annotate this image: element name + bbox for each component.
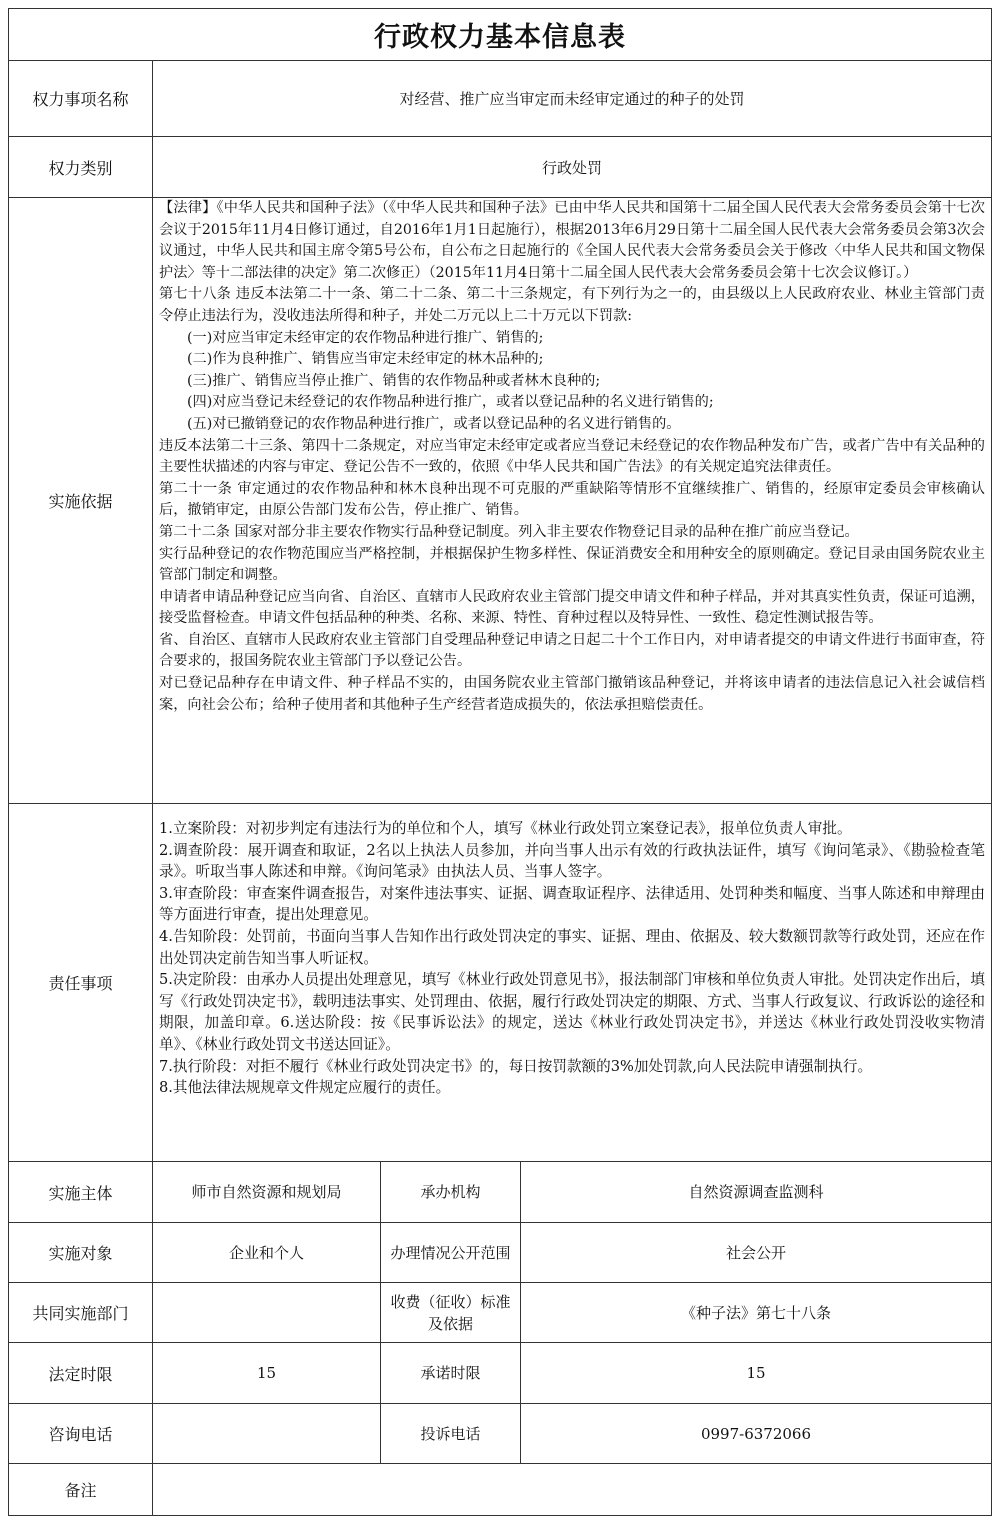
- row-remarks: [9, 1464, 991, 1515]
- fee-basis-label: 收费（征收）标准及依据: [381, 1283, 521, 1342]
- row-phone: [9, 1404, 991, 1464]
- responsibility-item: 3.审查阶段：审查案件调查报告，对案件违法事实、证据、调查取证程序、法律适用、处罚种类和幅度、当事人陈述和申辩理由等方面进行审查，提出处理意见。: [159, 884, 985, 924]
- legal-limit-value: 15: [153, 1343, 381, 1403]
- handling-agency-value: 自然资源调查监测科: [688, 1183, 824, 1201]
- row-basis: [9, 198, 991, 804]
- basis-paragraph: 申请者申请品种登记应当向省、自治区、直辖市人民政府农业主管部门提交申请文件和种子样品，并对其真实性负责，保证可追溯，接受监督检查。申请文件包括品种的种类、名称、来源、特性、育种过程以及特异性、一致性、稳定性测试报告等。: [159, 588, 985, 627]
- fee-basis-value: 《种子法》第七十八条: [680, 1303, 831, 1322]
- basis-item: (二)作为良种推广、销售应当审定未经审定的林木品种的;: [187, 351, 544, 368]
- responsibility-item: 4.告知阶段：处罚前，书面向当事人告知作出行政处罚决定的事实、证据、理由、依据及、较大数额罚款等行政处罚，还应在作出处罚决定前告知当事人听证权。: [159, 927, 985, 967]
- disclosure-scope-label: 办理情况公开范围: [381, 1223, 521, 1282]
- complaint-phone-label: 投诉电话: [381, 1404, 521, 1463]
- implementing-body-value: 师市自然资源和规划局: [153, 1162, 381, 1222]
- joint-dept-value: [153, 1283, 381, 1342]
- basis-paragraph: 违反本法第二十三条、第四十二条规定，对应当审定未经审定或者应当登记未经登记的农作物品种发布广告，或者广告中有关品种的主要性状描述的内容与审定、登记公告不一致的，依照《中华人民共和国广告法》的有关规定追究法律责任。: [159, 437, 985, 476]
- promised-limit-label: 承诺时限: [381, 1343, 521, 1403]
- legal-limit-label: 法定时限: [9, 1343, 153, 1403]
- basis-label: 实施依据: [9, 198, 153, 803]
- target-value: 企业和个人: [153, 1223, 381, 1282]
- responsibility-item: 8.其他法律法规规章文件规定应履行的责任。: [159, 1079, 451, 1097]
- handling-agency-label: 承办机构: [381, 1162, 521, 1222]
- power-name-value: 对经营、推广应当审定而未经审定通过的种子的处罚: [399, 90, 745, 108]
- basis-paragraph: 第七十八条 违反本法第二十一条、第二十二条、第二十三条规定，有下列行为之一的，由县级以上人民政府农业、林业主管部门责令停止违法行为，没收违法所得和种子，并处二万元以上二十万元以下罚款:: [159, 286, 985, 324]
- basis-paragraph: 对已登记品种存在申请文件、种子样品不实的，由国务院农业主管部门撤销该品种登记，并将该申请者的违法信息记入社会诚信档案，向社会公布；给种子使用者和其他种子生产经营者造成损失的，依法承担赔偿责任。: [159, 675, 985, 713]
- basis-paragraph: 第二十二条 国家对部分非主要农作物实行品种登记制度。列入非主要农作物登记目录的品种在推广前应当登记。: [159, 523, 859, 540]
- basis-item: (四)对应当登记未经登记的农作物品种进行推广，或者以登记品种的名义进行销售的;: [187, 394, 714, 411]
- row-responsibility: [9, 804, 991, 1162]
- row-power-name: [9, 61, 991, 137]
- basis-text: [153, 198, 991, 803]
- responsibility-label: 责任事项: [9, 804, 153, 1161]
- power-type-label: 权力类别: [9, 137, 153, 197]
- promised-limit-value: 15: [746, 1364, 766, 1382]
- target-label: 实施对象: [9, 1223, 153, 1282]
- basis-paragraph: 省、自治区、直辖市人民政府农业主管部门自受理品种登记申请之日起二十个工作日内，对申请者提交的申请文件进行书面审查，符合要求的，报国务院农业主管部门予以登记公告。: [159, 631, 985, 670]
- responsibility-item: 5.决定阶段：由承办人员提出处理意见，填写《林业行政处罚意见书》，报法制部门审核和单位负责人审批。处罚决定作出后，填写《行政处罚决定书》，载明违法事实、处罚理由、依据，履行行政处罚决定的期限、方式、当事人行政复议、行政诉讼的途径和期限，加盖印章。6.送达阶段：按《民事诉讼法》的规定，送达《林业行政处罚决定书》，并送达《林业行政处罚没收实物清单》、《林业行政处罚文书送达回证》。: [159, 971, 985, 1053]
- remarks-label: 备注: [9, 1464, 153, 1515]
- basis-item: (一)对应当审定未经审定的农作物品种进行推广、销售的;: [187, 329, 544, 346]
- consult-phone-value: [153, 1404, 381, 1463]
- consult-phone-label: 咨询电话: [9, 1404, 153, 1463]
- page-title: 行政权力基本信息表: [9, 9, 991, 61]
- responsibility-item: 2.调查阶段：展开调查和取证，2名以上执法人员参加，并向当事人出示有效的行政执法证件，填写《询问笔录》、《勘验检查笔录》。听取当事人陈述和申辩。《询问笔录》由执法人员、当事人签字。: [159, 841, 985, 881]
- basis-item: (五)对已撤销登记的农作物品种进行推广，或者以登记品种的名义进行销售的。: [187, 415, 681, 432]
- row-joint-dept: [9, 1283, 991, 1343]
- basis-paragraph: 【法律】《中华人民共和国种子法》（《中华人民共和国种子法》已由中华人民共和国第十二届全国人民代表大会常务委员会第十七次会议于2015年11月4日修订通过，自2016年1月1日起施行），根据2013年6月29日第十二届全国人民代表大会常务委员会第3次会议通过，中华人民共和国主席令第5号公布，自公布之日起施行的《全国人民代表大会常务委员会关于修改〈中华人民共和国文物保护法〉等十二部法律的决定》第二次修正）（2015年11月4日第十二届全国人民代表大会常务委员会第十七次会议修订。）: [159, 200, 985, 281]
- complaint-phone-value: 0997-6372066: [700, 1424, 812, 1443]
- row-target: [9, 1223, 991, 1283]
- power-type-value: 行政处罚: [541, 158, 602, 177]
- remarks-value: [153, 1464, 991, 1515]
- power-name-label: 权力事项名称: [9, 61, 153, 136]
- responsibility-item: 1.立案阶段：对初步判定有违法行为的单位和个人，填写《林业行政处罚立案登记表》，报单位负责人审批。: [159, 820, 852, 837]
- row-power-type: [9, 137, 991, 198]
- implementing-body-label: 实施主体: [9, 1162, 153, 1222]
- responsibility-item: 7.执行阶段：对拒不履行《林业行政处罚决定书》的，每日按罚款额的3%加处罚款,向人民法院申请强制执行。: [159, 1057, 873, 1075]
- joint-dept-label: 共同实施部门: [9, 1283, 153, 1342]
- disclosure-scope-value: 社会公开: [725, 1243, 786, 1262]
- row-implementing-body: [9, 1162, 991, 1223]
- row-legal-limit: [9, 1343, 991, 1404]
- basis-paragraph: 实行品种登记的农作物范围应当严格控制，并根据保护生物多样性、保证消费安全和用种安全的原则确定。登记目录由国务院农业主管部门制定和调整。: [159, 545, 985, 584]
- basis-item: (三)推广、销售应当停止推广、销售的农作物品种或者林木良种的;: [187, 372, 601, 389]
- responsibility-text: [153, 804, 991, 1161]
- basis-paragraph: 第二十一条 审定通过的农作物品种和林木良种出现不可克服的严重缺陷等情形不宜继续推广、销售的，经原审定委员会审核确认后，撤销审定，由原公告部门发布公告，停止推广、销售。: [159, 480, 985, 519]
- info-table: [8, 8, 992, 1516]
